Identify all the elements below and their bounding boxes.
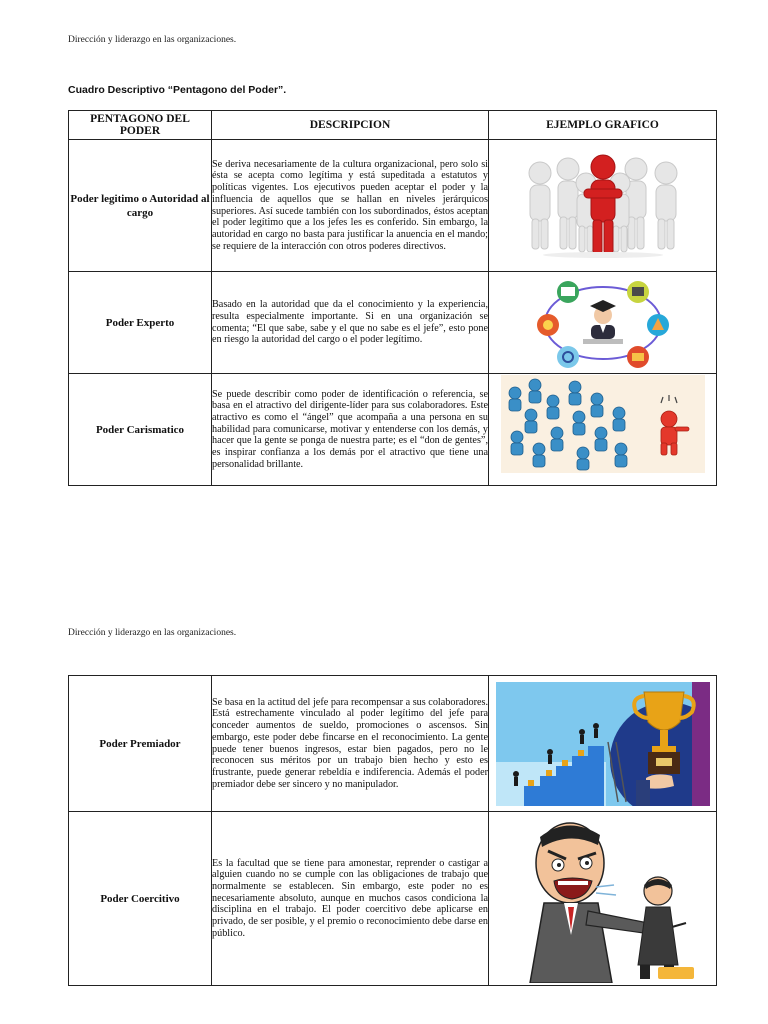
leader-figures-image: [518, 153, 688, 258]
power-name: Poder Experto: [69, 272, 212, 374]
example-image-cell: [489, 374, 717, 486]
power-description: Basado en la autoridad que da el conocimiento y la experiencia, resulta especialmente importante. Si en una organización se comenta; “El que sabe, sabe y el que no sabe es el jefe”, esto pone en riesgo la autoridad del cargo o el poder legítimo.: [212, 272, 489, 374]
example-image-cell: [489, 272, 717, 374]
table-row: [69, 676, 717, 812]
power-name: Poder Premiador: [69, 676, 212, 812]
power-name: Poder Carismatico: [69, 374, 212, 486]
example-image-cell: [489, 812, 717, 986]
running-header: Dirección y liderazgo en las organizaciones.: [68, 628, 237, 638]
power-pentagon-table: [68, 110, 717, 486]
example-image-cell: [489, 140, 717, 272]
expert-knowledge-image: [528, 275, 678, 371]
power-description: Es la facultad que se tiene para amonestar, reprender o castigar a alguien cuando no se cumple con las obligaciones de trabajo que normalmente se establecen. Sin embargo, este poder no es necesariamente absoluto, aunque en muchos casos condiciona la disciplina en el trabajo. El poder coercitivo debe aplicarse en privado, de ser posible, y el premio o reconocimiento debe darse en público.: [212, 812, 489, 986]
reward-trophy-image: [496, 682, 710, 806]
document-title: Cuadro Descriptivo “Pentagono del Poder”.: [68, 84, 287, 96]
power-name: Poder legitimo o Autoridad al cargo: [69, 140, 212, 272]
table-row: [69, 140, 717, 272]
table-row: [69, 374, 717, 486]
column-header-ejemplo-grafico: EJEMPLO GRAFICO: [489, 111, 717, 140]
power-description: Se deriva necesariamente de la cultura organizacional, pero solo si ésta se acepta como legítima y está supeditada a estatutos y políticas vigentes. Los ejecutivos pueden aceptar el poder y la influencia de aquellos que se hallan en niveles jerárquicos superiores. Así sucede también con los subordinados, éstos aceptan el poder legítimo que a los jefes les es conferido. Sin embargo, la autoridad en cargo no basta para justificar la anuencia en el mando; se requiere de la interacción con otros poderes directivos.: [212, 140, 489, 272]
table-row: [69, 812, 717, 986]
table-header-row: [69, 111, 717, 140]
column-header-pentagono: PENTAGONO DEL PODER: [69, 111, 212, 140]
power-description: Se puede describir como poder de identificación o referencia, se basa en el atractivo del dirigente-líder para sus colaboradores. Este atractivo es como el “ángel” que acompaña a una persona en su habilidad para comunicarse, motivar y entenderse con los demás, y hacer que la gente se ponga de nuestra parte; es el “don de gentes”, es inspirar confianza a los demás por el atractivo que tiene una personalidad brillante.: [212, 374, 489, 486]
power-pentagon-table-continued: [68, 675, 717, 986]
column-header-descripcion: DESCRIPCION: [212, 111, 489, 140]
power-name: Poder Coercitivo: [69, 812, 212, 986]
example-image-cell: [489, 676, 717, 812]
power-description: Se basa en la actitud del jefe para recompensar a sus colaboradores. Está estrechamente vinculado al poder legítimo del jefe para conceder aumentos de sueldo, promociones o ascensos. Sin embargo, este poder debe fincarse en el reconocimiento. La gente puede tener buenos ingresos, estar bien pagados, pero no le reconocen sus méritos por un trabajo bien hecho y esto es frustrante, puede generar rebeldía e indiferencia. Además el poder premiador debe ser sincero y no manipulador.: [212, 676, 489, 812]
coercive-boss-image: [508, 815, 698, 983]
charismatic-leader-image: [501, 375, 705, 473]
running-header: Dirección y liderazgo en las organizaciones.: [68, 35, 237, 45]
table-row: [69, 272, 717, 374]
